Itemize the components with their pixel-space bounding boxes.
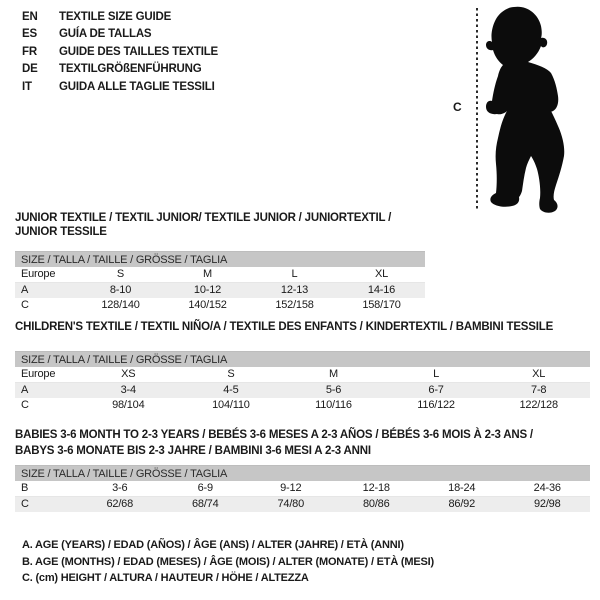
- lang-label: GUIDA ALLE TAGLIE TESSILI: [59, 80, 215, 93]
- row-label-cell: Europe: [15, 267, 77, 283]
- junior-size-table: [15, 267, 425, 313]
- children-size-table: [15, 367, 590, 413]
- dotted-height-line: [476, 8, 478, 210]
- section-title-block: [15, 428, 590, 458]
- size-value-cell: 68/74: [191, 498, 219, 510]
- size-value-cell: 140/152: [188, 299, 227, 311]
- size-value-cell: 110/116: [315, 399, 352, 411]
- size-value-cell: 3-6: [77, 481, 163, 497]
- size-value-cell: 4-5: [223, 384, 239, 396]
- toddler-silhouette-icon: [481, 4, 581, 214]
- legend-line-c: C. (cm) HEIGHT / ALTURA / HAUTEUR / HÖHE / ALTEZZA: [22, 572, 309, 585]
- row-label-cell: B: [15, 481, 77, 497]
- size-value-cell: 104/110: [212, 399, 250, 411]
- row-label-cell: Europe: [15, 367, 77, 383]
- size-value-cell: M: [282, 367, 385, 383]
- size-value-cell: 98/104: [112, 399, 145, 411]
- measure-c-label: C: [453, 100, 462, 114]
- legend-line-a: A. AGE (YEARS) / EDAD (AÑOS) / ÂGE (ANS) / ALTER (JAHRE) / ETÀ (ANNI): [22, 539, 404, 551]
- lang-row-de: [22, 61, 218, 78]
- size-value-cell: 18-24: [419, 481, 505, 497]
- size-value-cell: 62/68: [106, 498, 134, 510]
- language-title-list: [22, 9, 218, 96]
- size-header-bar: SIZE / TALLA / TAILLE / GRÖSSE / TAGLIA: [15, 251, 425, 267]
- lang-label: GUIDE DES TAILLES TEXTILE: [59, 45, 218, 58]
- size-value-cell: 3-4: [120, 384, 136, 396]
- lang-label: GUÍA DE TALLAS: [59, 28, 152, 41]
- size-value-cell: 80/86: [362, 498, 390, 510]
- size-value-cell: XS: [77, 367, 180, 383]
- size-value-cell: L: [251, 267, 338, 283]
- table-row: [15, 283, 425, 299]
- table-row: [15, 298, 425, 313]
- row-label-cell: C: [21, 399, 29, 411]
- size-value-cell: 6-7: [428, 384, 444, 396]
- lang-row-fr: [22, 44, 218, 61]
- size-value-cell: 86/92: [448, 498, 476, 510]
- size-value-cell: 152/158: [275, 299, 314, 311]
- babies-size-table: [15, 481, 590, 512]
- size-value-cell: S: [180, 367, 283, 383]
- section-title-line2: BABYS 3-6 MONATE BIS 2-3 JAHRE / BAMBINI 3-6 MESI A 2-3 ANNI: [15, 445, 371, 457]
- size-value-cell: 24-36: [505, 481, 591, 497]
- lang-row-en: [22, 9, 218, 26]
- table-row: [15, 398, 590, 413]
- section-babies-textile: [15, 428, 590, 512]
- size-value-cell: 14-16: [367, 284, 396, 296]
- lang-code: ES: [22, 28, 37, 41]
- height-measure-figure: [445, 0, 595, 218]
- lang-code: DE: [22, 63, 38, 76]
- size-value-cell: 12-13: [280, 284, 309, 296]
- size-value-cell: 8-10: [109, 284, 132, 296]
- size-value-cell: 74/80: [277, 498, 305, 510]
- row-label-cell: A: [21, 384, 29, 396]
- lang-label: TEXTILE SIZE GUIDE: [59, 11, 172, 23]
- row-label-cell: C: [21, 498, 29, 510]
- size-value-cell: S: [77, 267, 164, 283]
- size-value-cell: L: [385, 367, 488, 383]
- legend-line-b: B. AGE (MONTHS) / EDAD (MESES) / ÂGE (MOIS) / ALTER (MONATE) / ETÀ (MESI): [22, 555, 434, 568]
- table-row: [15, 383, 590, 399]
- measurement-legend: [22, 537, 434, 587]
- section-title: CHILDREN'S TEXTILE / TEXTIL NIÑO/A / TEXTILE DES ENFANTS / KINDERTEXTIL / BAMBINI TESSILE: [15, 321, 554, 333]
- section-junior-textile: [15, 211, 425, 313]
- table-row: [15, 367, 590, 383]
- size-value-cell: 9-12: [248, 481, 334, 497]
- section-children-textile: [15, 320, 590, 413]
- lang-code: FR: [22, 45, 37, 58]
- size-value-cell: 12-18: [334, 481, 420, 497]
- section-title: JUNIOR TEXTILE / TEXTIL JUNIOR/ TEXTILE JUNIOR / JUNIORTEXTIL / JUNIOR TESSILE: [15, 212, 392, 238]
- size-value-cell: XL: [487, 367, 590, 383]
- row-label-cell: A: [21, 284, 29, 296]
- size-header-bar: SIZE / TALLA / TAILLE / GRÖSSE / TAGLIA: [15, 465, 590, 481]
- size-value-cell: 158/170: [362, 299, 401, 311]
- size-value-cell: 122/128: [519, 399, 558, 411]
- section-title-line1: BABIES 3-6 MONTH TO 2-3 YEARS / BEBÉS 3-6 MESES A 2-3 AÑOS / BÉBÉS 3-6 MOIS À 2-3 ANS /: [15, 429, 533, 441]
- lang-row-it: [22, 79, 218, 96]
- lang-code: IT: [22, 80, 32, 93]
- size-value-cell: 10-12: [193, 284, 222, 296]
- lang-code: EN: [22, 11, 38, 23]
- size-value-cell: 116/122: [417, 399, 455, 411]
- size-value-cell: 5-6: [325, 384, 342, 396]
- table-row: [15, 497, 590, 513]
- size-value-cell: 6-9: [163, 481, 249, 497]
- table-row: [15, 267, 425, 283]
- size-header-bar: SIZE / TALLA / TAILLE / GRÖSSE / TAGLIA: [15, 351, 590, 367]
- lang-row-es: [22, 26, 218, 43]
- row-label-cell: C: [21, 299, 29, 311]
- size-value-cell: M: [164, 267, 251, 283]
- size-value-cell: XL: [338, 267, 425, 283]
- size-value-cell: 92/98: [533, 498, 561, 510]
- size-value-cell: 7-8: [531, 384, 547, 396]
- table-row: [15, 481, 590, 497]
- lang-label: TEXTILGRÖßENFÜHRUNG: [59, 63, 202, 76]
- size-value-cell: 128/140: [101, 299, 140, 311]
